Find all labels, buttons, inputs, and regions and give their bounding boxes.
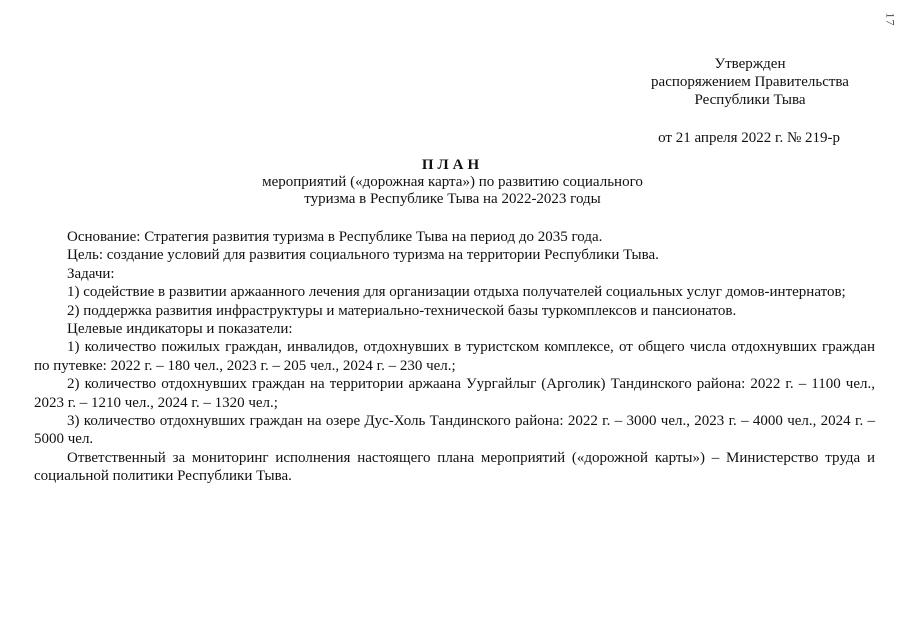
subtitle-line-2: туризма в Республике Тыва на 2022-2023 годы	[304, 191, 601, 207]
approval-block	[600, 55, 900, 109]
page-number-mark: 17	[883, 12, 898, 27]
decree-date: от 21 апреля 2022 г. № 219-р	[658, 130, 840, 146]
indicators-heading: Целевые индикаторы и показатели:	[67, 321, 293, 338]
indicator-item-3: 3) количество отдохнувших граждан на озере Дус-Холь Тандинского района: 2022 г. – 3000 чел., 2023 г. – 4000 чел., 2024 г. – 5000 чел.	[34, 413, 875, 448]
subtitle-line-1: мероприятий («дорожная карта») по развитию социального	[262, 174, 643, 190]
indicator-item-1: 1) количество пожилых граждан, инвалидов, отдохнувших в туристском комплексе, от общего числа отдохнувших граждан по путевке: 2022 г. – 180 чел., 2023 г. – 205 чел., 2024 г. – 230 чел.;	[34, 339, 875, 374]
goal-paragraph: Цель: создание условий для развития социального туризма на территории Республики Тыва.	[67, 247, 659, 264]
document-title: ПЛАН	[421, 157, 484, 173]
title-block	[0, 156, 905, 208]
approval-line-3: Республики Тыва	[694, 92, 806, 108]
responsible-paragraph: Ответственный за мониторинг исполнения настоящего плана мероприятий («дорожной карты») – Министерство труда и социальной политики Республики Тыва.	[34, 449, 875, 485]
task-item-2: 2) поддержка развития инфраструктуры и материально-технической базы туркомплексов и пансионатов.	[67, 302, 737, 319]
document-body	[34, 228, 875, 486]
basis-paragraph: Основание: Стратегия развития туризма в Республике Тыва на период до 2035 года.	[67, 229, 603, 245]
indicator-item-2: 2) количество отдохнувших граждан на территории аржаана Уургайлыг (Арголик) Тандинского района: 2022 г. – 1100 чел., 2023 г. – 1210 чел., 2024 г. – 1320 чел.;	[34, 376, 875, 411]
approval-line-2: распоряжением Правительства	[651, 74, 849, 90]
approval-line-1: Утвержден	[714, 56, 786, 72]
tasks-heading: Задачи:	[67, 265, 115, 282]
task-item-1: 1) содействие в развитии аржаанного лечения для организации отдыха получателей социальных услуг домов-интернатов;	[67, 284, 846, 301]
